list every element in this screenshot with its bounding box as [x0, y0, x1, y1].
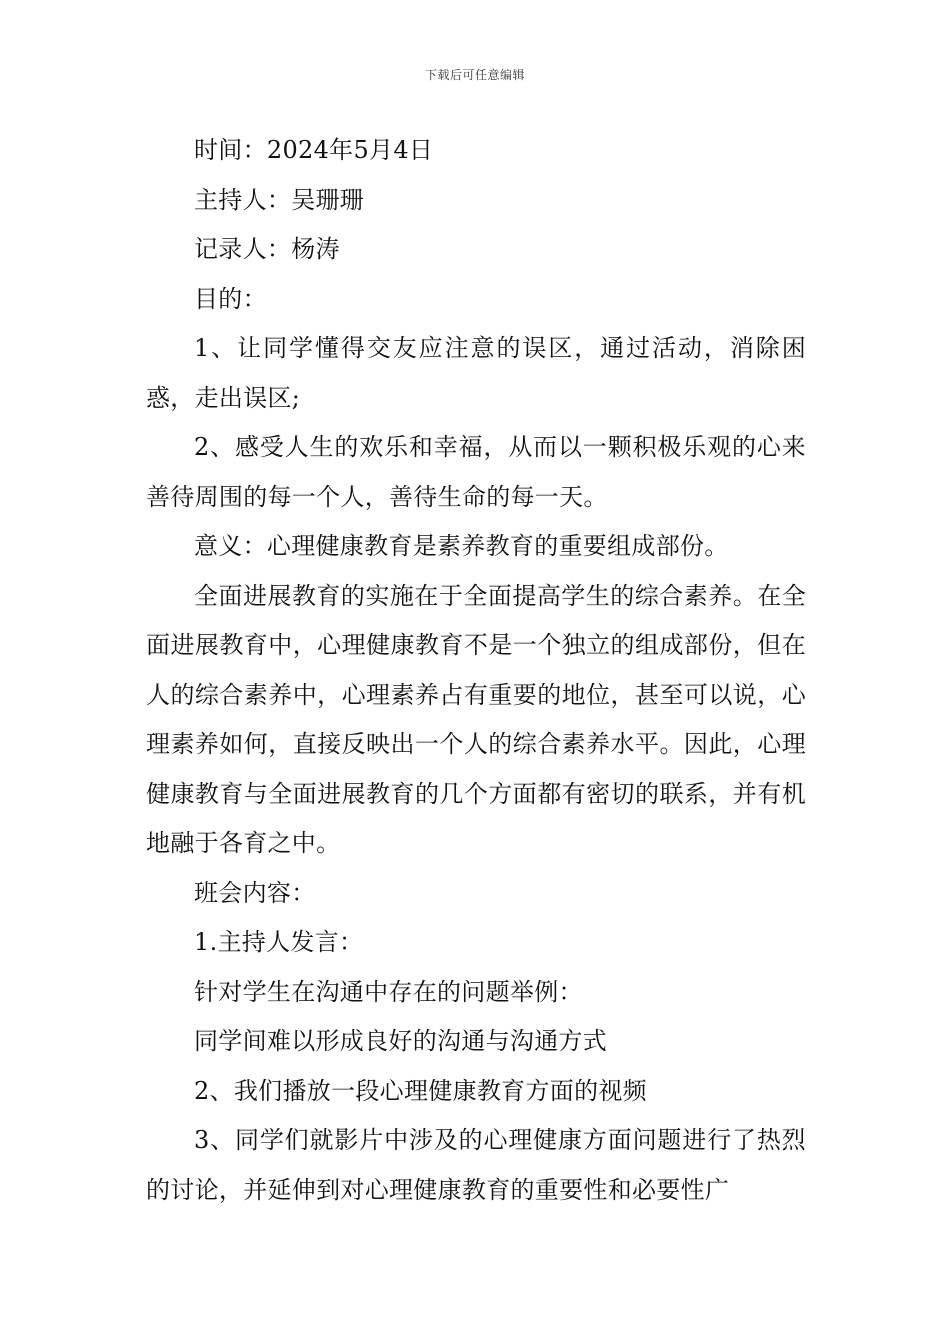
purpose-item-2: 2、感受人生的欢乐和幸福，从而以一颗积极乐观的心来善待周围的每一个人，善待生命的每一天。: [146, 433, 806, 511]
content-item-1-detail: 针对学生在沟通中存在的问题举例：: [194, 977, 583, 1006]
significance-line: 意义：心理健康教育是素养教育的重要组成部份。: [194, 532, 729, 560]
content-item-1-example: 同学间难以形成良好的沟通与沟通方式: [194, 1027, 608, 1055]
meeting-recorder: 记录人：杨涛: [194, 235, 340, 263]
content-item-2: 2、我们播放一段心理健康教育方面的视频: [194, 1076, 647, 1105]
document-body: [146, 126, 806, 1215]
meeting-host: 主持人：吴珊珊: [194, 185, 365, 214]
content-item-3: 3、同学们就影片中涉及的心理健康方面问题进行了热烈的讨论，并延伸到对心理健康教育的重要性和必要性广: [146, 1126, 806, 1204]
page-header-note: 下载后可任意编辑: [424, 68, 525, 82]
significance-paragraph: 全面进展教育的实施在于全面提高学生的综合素养。在全面进展教育中，心理健康教育不是一个独立的组成部份，但在人的综合素养中，心理素养占有重要的地位，甚至可以说，心理素养如何，直接反映出一个人的综合素养水平。因此，心理健康教育与全面进展教育的几个方面都有密切的联系，并有机地融于各育之中。: [146, 581, 806, 857]
purpose-item-1: 1、让同学懂得交友应注意的误区，通过活动，消除困惑，走出误区;: [146, 334, 806, 412]
purpose-heading: 目的：: [194, 284, 267, 313]
meeting-time: 时间：2024年5月4日: [194, 136, 434, 164]
content-item-1: 1.主持人发言：: [194, 928, 364, 956]
content-heading: 班会内容：: [194, 878, 316, 907]
